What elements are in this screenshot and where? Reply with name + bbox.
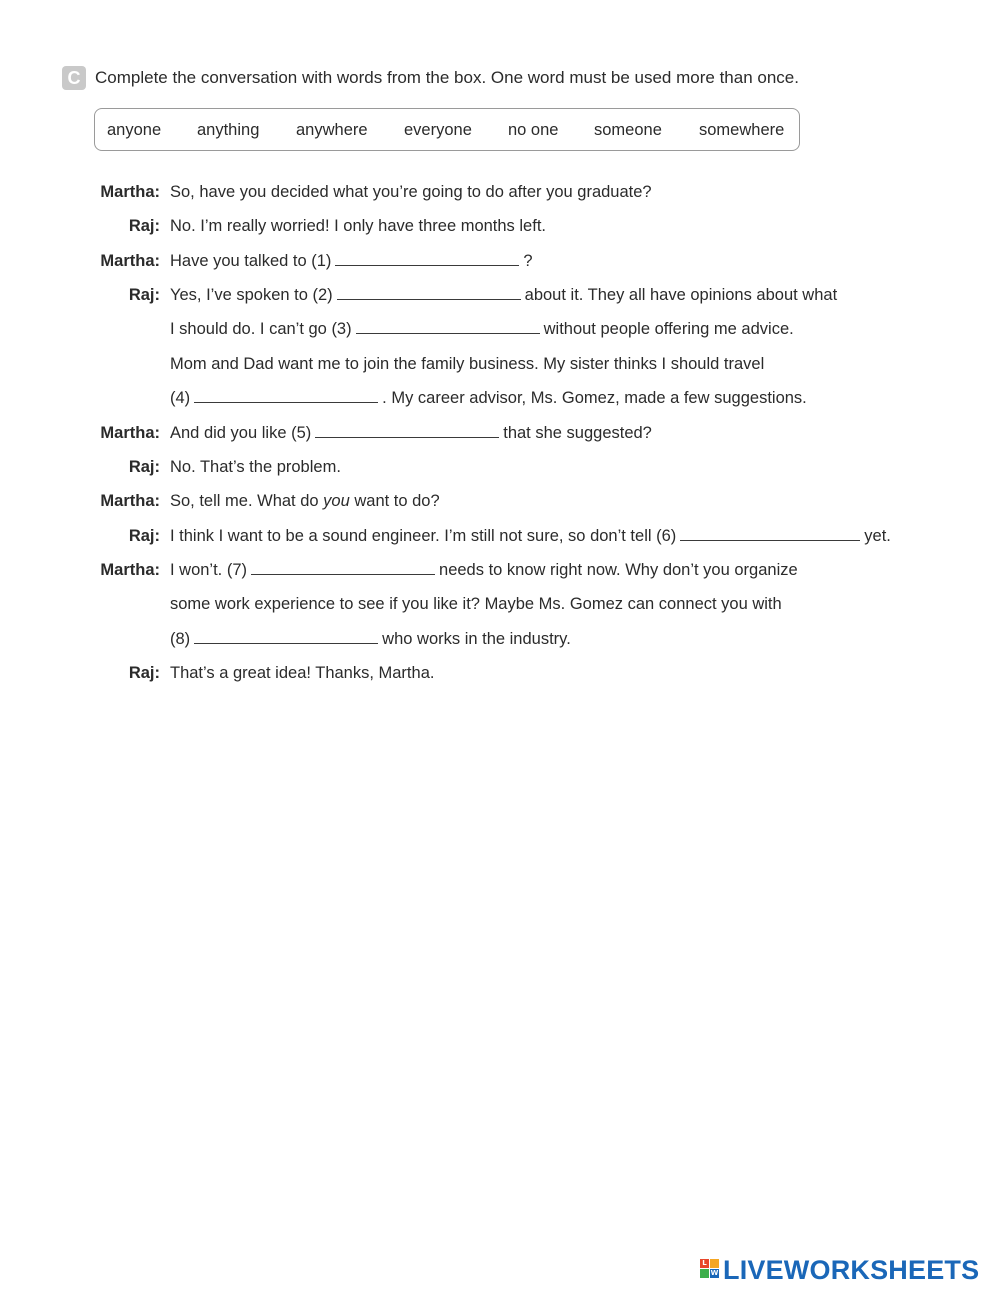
answer-blank-3[interactable] [356,317,540,334]
dialogue-text: about it. They all have opinions about what [524,286,838,304]
dialogue-text: (4) [170,389,191,407]
dialogue-text: ? [523,252,533,270]
dialogue-line [170,489,440,513]
exercise-badge: C [62,66,86,90]
dialogue-text: I think I want to be a sound engineer. I’m still not sure, so don’t tell (6) [170,527,677,545]
word-box-item: someone [594,121,662,139]
dialogue-text: want to do? [349,492,440,510]
dialogue-text: So, tell me. What do [170,492,324,510]
speaker-label: Raj: [128,217,160,235]
word-box [94,108,800,151]
word-box-item: somewhere [699,121,785,139]
word-box-item: everyone [404,121,472,139]
dialogue-text: who works in the industry. [382,630,571,648]
dialogue-text: needs to know right now. Why don’t you organize [439,561,798,579]
dialogue-line [170,386,807,410]
word-box-item: no one [508,121,559,139]
speaker-label: Raj: [128,458,160,476]
dialogue-line [170,524,891,548]
word-box-item: anywhere [296,121,368,139]
dialogue-text: That’s a great idea! Thanks, Martha. [170,664,435,682]
dialogue-text: yet. [864,527,891,545]
answer-blank-8[interactable] [194,627,378,644]
dialogue-line [170,661,434,685]
exercise-instruction: Complete the conversation with words from the box. One word must be used more than once. [95,68,799,87]
speaker-label: Martha: [100,252,160,270]
speaker-label: Martha: [100,561,160,579]
dialogue-text: I should do. I can’t go (3) [170,320,352,338]
dialogue-emphasis: you [323,492,350,510]
answer-blank-4[interactable] [194,386,378,403]
speaker-label: Raj: [128,527,160,545]
dialogue-line [170,592,782,616]
speaker-label: Raj: [128,286,160,304]
dialogue-text: without people offering me advice. [543,320,794,338]
dialogue-text: So, have you decided what you’re going to do after you graduate? [170,183,652,201]
dialogue-line [170,421,652,445]
dialogue-text: . My career advisor, Ms. Gomez, made a few suggestions. [382,389,807,407]
dialogue-text: Have you talked to (1) [170,252,332,270]
dialogue-line [170,180,652,204]
logo-cube [710,1259,719,1268]
speaker-label: Martha: [100,183,160,201]
dialogue-text: (8) [170,630,191,648]
answer-blank-2[interactable] [337,283,521,300]
dialogue-line [170,627,571,651]
dialogue-text: that she suggested? [503,424,652,442]
dialogue-line [170,352,764,376]
logo-text: LIVEWORKSHEETS [723,1255,980,1285]
dialogue-text: No. I’m really worried! I only have three months left. [170,217,546,235]
logo-cube [700,1269,709,1278]
logo-cube: W [710,1269,719,1277]
dialogue-line [170,214,546,238]
word-box-item: anything [197,121,260,139]
answer-blank-6[interactable] [680,524,860,541]
dialogue-line [170,558,798,582]
word-box-item: anyone [107,121,162,139]
speaker-label: Martha: [100,424,160,442]
answer-blank-5[interactable] [315,421,499,438]
dialogue-text: Mom and Dad want me to join the family business. My sister thinks I should travel [170,355,765,373]
dialogue-line [170,455,341,479]
answer-blank-1[interactable] [335,249,519,266]
speaker-label: Raj: [128,664,160,682]
answer-blank-7[interactable] [251,558,435,575]
dialogue-text: some work experience to see if you like it? Maybe Ms. Gomez can connect you with [170,595,782,613]
speaker-label: Martha: [100,492,160,510]
dialogue-line [170,317,794,341]
logo-cubes-icon [700,1259,720,1281]
dialogue-text: Yes, I’ve spoken to (2) [170,286,333,304]
dialogue-text: And did you like (5) [170,424,312,442]
dialogue-text: I won’t. (7) [170,561,248,579]
dialogue-line [170,283,837,307]
dialogue-text: No. That’s the problem. [170,458,341,476]
dialogue-line [170,249,533,273]
logo-cube: L [700,1259,709,1268]
